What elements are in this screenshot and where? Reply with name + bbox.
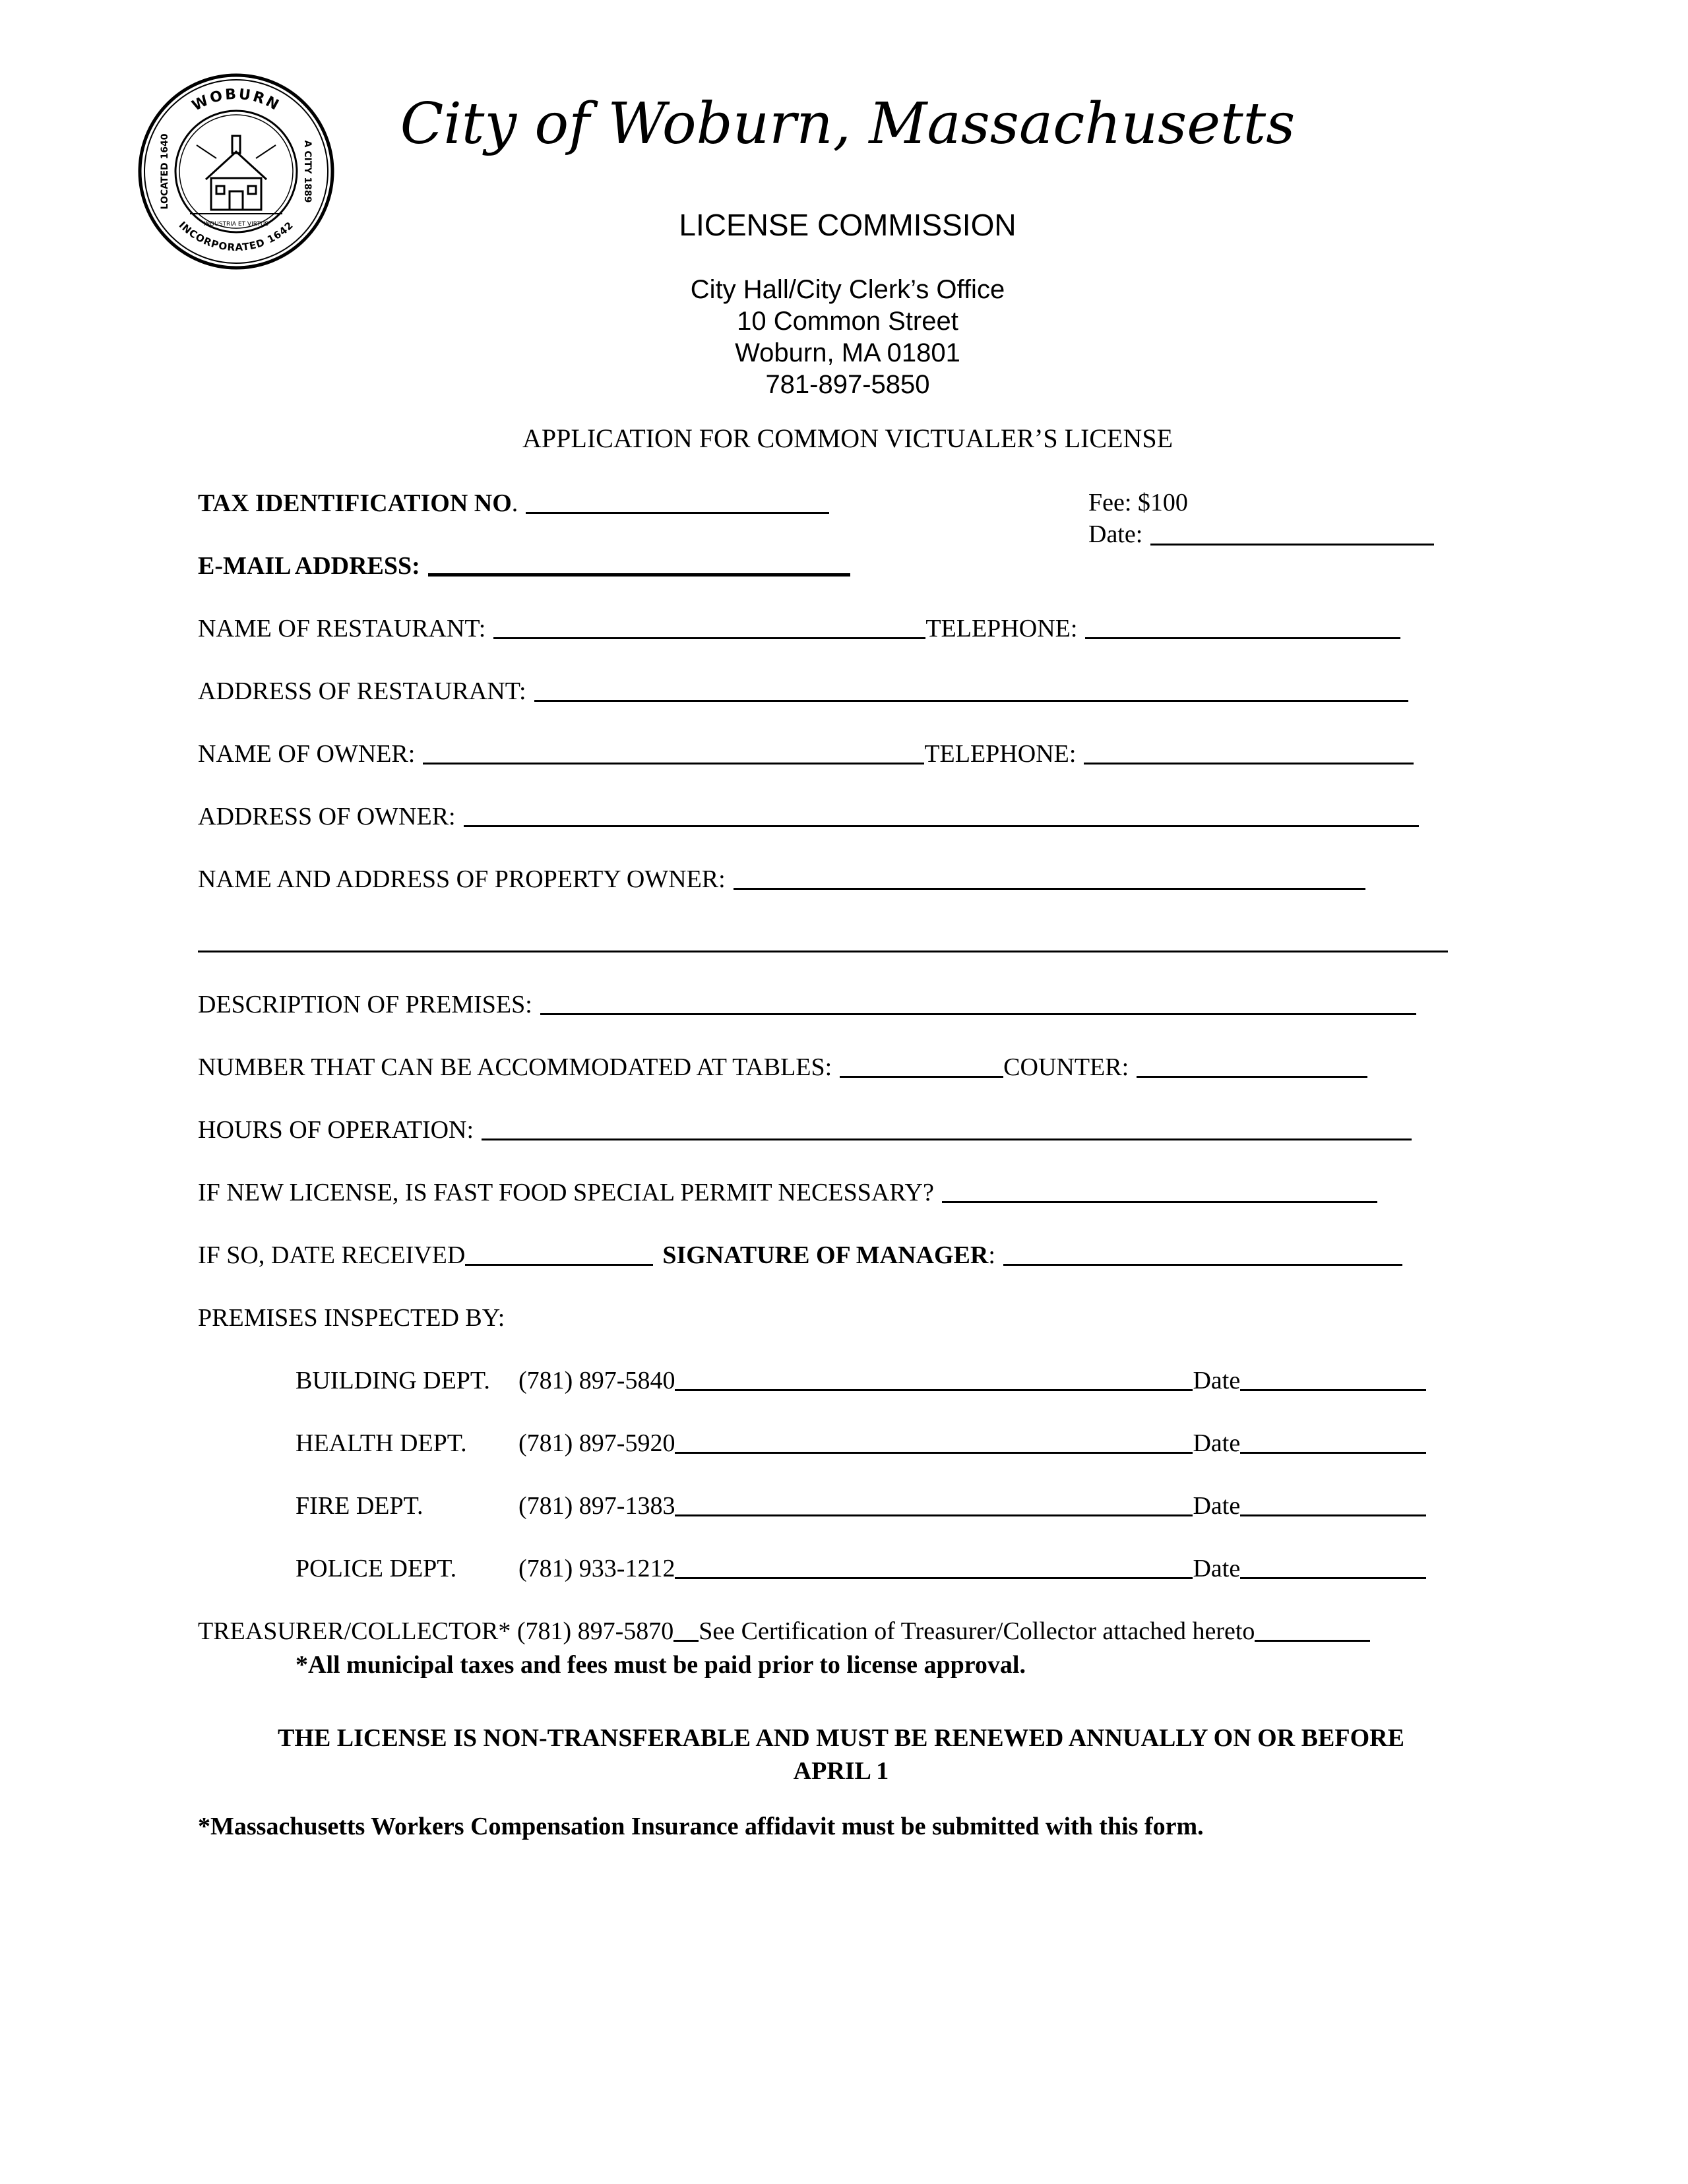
inspection-date-label: Date — [1193, 1429, 1241, 1457]
inspection-phone: (781) 897-5920 — [518, 1429, 675, 1457]
tables-label: NUMBER THAT CAN BE ACCOMMODATED AT TABLES: — [198, 1053, 832, 1081]
treasurer-certification-field[interactable] — [1255, 1617, 1370, 1642]
date-label: Date: — [1088, 520, 1143, 548]
non-transferable-notice — [198, 1722, 1484, 1788]
email-field[interactable] — [428, 551, 850, 577]
manager-signature-label: SIGNATURE OF MANAGER — [662, 1241, 989, 1269]
inspected-by-label: PREMISES INSPECTED BY: — [198, 1304, 505, 1332]
owner-name-field[interactable] — [423, 740, 924, 764]
tax-id-label: TAX IDENTIFICATION NO — [198, 489, 512, 517]
signature-row — [198, 1240, 1402, 1270]
seal-right-text: A CITY 1889 — [302, 140, 313, 203]
inspection-signature-field[interactable] — [675, 1492, 1193, 1516]
treasurer-field[interactable] — [673, 1617, 699, 1642]
date-received-field[interactable] — [465, 1241, 653, 1266]
inspection-date-label: Date — [1193, 1492, 1241, 1520]
city-seal-logo — [137, 73, 335, 270]
inspected-by-row — [198, 1303, 505, 1333]
inspection-date-field[interactable] — [1240, 1367, 1426, 1391]
inspection-date-label: Date — [1193, 1367, 1241, 1394]
seal-top-text: WOBURN — [189, 86, 284, 115]
address-line: 10 Common Street — [737, 307, 958, 336]
inspection-date-label: Date — [1193, 1555, 1241, 1582]
owner-address-label: ADDRESS OF OWNER: — [198, 803, 456, 830]
inspection-signature-field[interactable] — [675, 1429, 1193, 1454]
inspection-row-fire — [296, 1491, 1426, 1521]
inspection-date-field[interactable] — [1240, 1555, 1426, 1579]
inspection-signature-field[interactable] — [675, 1367, 1193, 1391]
address-line: 781-897-5850 — [765, 370, 930, 399]
restaurant-row — [198, 613, 1400, 644]
property-owner-field[interactable] — [734, 865, 1365, 890]
inspection-row-building — [296, 1365, 1426, 1396]
tax-id-row — [198, 488, 829, 518]
tables-field[interactable] — [840, 1053, 1003, 1078]
inspection-row-police — [296, 1553, 1426, 1584]
inspection-phone: (781) 897-1383 — [518, 1492, 675, 1520]
inspection-phone: (781) 933-1212 — [518, 1555, 675, 1582]
counter-label: COUNTER: — [1003, 1053, 1129, 1081]
fast-food-field[interactable] — [942, 1179, 1377, 1203]
seal-left-text: LOCATED 1640 — [160, 133, 170, 210]
email-label: E-MAIL ADDRESS: — [198, 552, 420, 580]
inspection-row-health — [296, 1428, 1426, 1458]
inspection-dept: HEALTH DEPT. — [296, 1429, 467, 1457]
fee-label: Fee: $100 — [1088, 489, 1188, 516]
property-owner-row-2 — [198, 927, 1448, 957]
inspection-date-field[interactable] — [1240, 1492, 1426, 1516]
tax-id-field[interactable] — [526, 489, 829, 514]
restaurant-telephone-field[interactable] — [1085, 615, 1400, 639]
manager-signature-colon: : — [988, 1241, 995, 1269]
seal-bottom-text: INCORPORATED 1642 — [176, 219, 296, 254]
premises-description-label: DESCRIPTION OF PREMISES: — [198, 991, 532, 1018]
owner-address-field[interactable] — [464, 803, 1419, 827]
owner-address-row — [198, 801, 1419, 832]
address-line: Woburn, MA 01801 — [735, 338, 960, 367]
restaurant-address-label: ADDRESS OF RESTAURANT: — [198, 677, 526, 705]
capacity-row — [198, 1052, 1367, 1082]
tax-id-dot: . — [511, 489, 518, 517]
inspection-dept: FIRE DEPT. — [296, 1492, 423, 1520]
date-received-label: IF SO, DATE RECEIVED — [198, 1241, 466, 1269]
fast-food-row — [198, 1177, 1377, 1208]
application-title: APPLICATION FOR COMMON VICTUALER’S LICENSE — [522, 423, 1173, 453]
hours-field[interactable] — [482, 1116, 1412, 1140]
inspection-date-field[interactable] — [1240, 1429, 1426, 1454]
inspection-dept: BUILDING DEPT. — [296, 1367, 490, 1394]
owner-telephone-label: TELEPHONE: — [924, 740, 1077, 768]
notice-line: THE LICENSE IS NON-TRANSFERABLE AND MUST BE RENEWED ANNUALLY ON OR BEFORE — [278, 1724, 1404, 1752]
restaurant-name-field[interactable] — [493, 615, 925, 639]
owner-telephone-field[interactable] — [1084, 740, 1414, 764]
fast-food-label: IF NEW LICENSE, IS FAST FOOD SPECIAL PERMIT NECESSARY? — [198, 1179, 934, 1206]
treasurer-row — [198, 1616, 1370, 1646]
manager-signature-field[interactable] — [1003, 1241, 1402, 1266]
commission-name: LICENSE COMMISSION — [679, 208, 1016, 242]
restaurant-name-label: NAME OF RESTAURANT: — [198, 615, 486, 642]
email-row — [198, 551, 850, 581]
office-address — [356, 274, 1339, 400]
workers-comp-note: *Massachusetts Workers Compensation Insurance affidavit must be submitted with this form. — [198, 1813, 1204, 1840]
fee-block — [1088, 487, 1434, 550]
counter-field[interactable] — [1137, 1053, 1367, 1078]
seal-motto: INDUSTRIA ET VIRTUS — [203, 221, 269, 228]
hours-row — [198, 1115, 1412, 1145]
municipal-taxes-note: *All municipal taxes and fees must be paid prior to license approval. — [296, 1651, 1026, 1679]
restaurant-telephone-label: TELEPHONE: — [925, 615, 1078, 642]
treasurer-certification: See Certification of Treasurer/Collector attached hereto — [699, 1617, 1255, 1645]
property-owner-label: NAME AND ADDRESS OF PROPERTY OWNER: — [198, 865, 726, 893]
inspection-phone: (781) 897-5840 — [518, 1367, 675, 1394]
property-owner-field-line-2[interactable] — [198, 928, 1448, 952]
premises-row — [198, 989, 1416, 1020]
date-field[interactable] — [1150, 521, 1434, 546]
notice-line: APRIL 1 — [793, 1757, 889, 1785]
restaurant-address-row — [198, 676, 1408, 706]
owner-name-label: NAME OF OWNER: — [198, 740, 416, 768]
inspection-dept: POLICE DEPT. — [296, 1555, 457, 1582]
restaurant-address-field[interactable] — [534, 677, 1408, 702]
inspection-signature-field[interactable] — [675, 1555, 1193, 1579]
address-line: City Hall/City Clerk’s Office — [690, 275, 1005, 304]
hours-label: HOURS OF OPERATION: — [198, 1116, 474, 1144]
premises-description-field[interactable] — [540, 991, 1416, 1015]
treasurer-label: TREASURER/COLLECTOR* (781) 897-5870 — [198, 1617, 674, 1645]
city-title: City of Woburn, Massachusetts — [400, 91, 1296, 157]
owner-row — [198, 739, 1414, 769]
property-owner-row — [198, 864, 1365, 894]
